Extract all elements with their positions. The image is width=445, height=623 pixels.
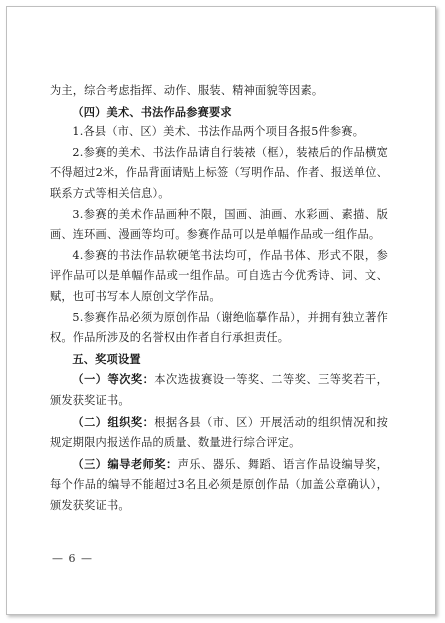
award-director-label: （三）编导老师奖：	[72, 456, 178, 471]
paragraph-art-item-1: 1.各县（市、区）美术、书法作品两个项目各报5件参赛。	[72, 125, 365, 139]
award-rank-label: （一）等次奖：	[72, 372, 155, 387]
paragraph-award-rank	[50, 369, 388, 411]
award-rank-text: 本次选拔赛设一等奖、二等奖、三等奖若干，颁发获奖证书。	[50, 373, 388, 407]
award-director-text: 声乐、器乐、舞蹈、语言作品设编导奖，每个作品的编导不能超过3名且必须是原创作品（加盖公章确认），颁发获奖证书。	[50, 457, 388, 512]
section-heading-art-calligraphy: （四）美术、书法作品参赛要求	[72, 104, 232, 119]
paragraph-art-item-5: 5.参赛作品必须为原创作品（谢绝临摹作品），并拥有独立著作权。作品所涉及的名誉权由作者自行承担责任。	[50, 310, 388, 345]
paragraph-intro-tail: 为主，综合考虑指挥、动作、服装、精神面貌等因素。	[50, 84, 324, 97]
paragraph-award-director	[50, 454, 388, 517]
paragraph-art-item-3: 3.参赛的美术作品画种不限，国画、油画、水彩画、素描、版画、连环画、漫画等均可。参赛作品可以是单幅作品或一组作品。	[50, 207, 388, 242]
paragraph-award-organization	[50, 412, 388, 454]
page-number: — 6 —	[52, 552, 93, 565]
award-organization-text: 根据各县（市、区）开展活动的组织情况和按规定期限内报送作品的质量、数量进行综合评定。	[50, 415, 388, 450]
award-organization-label: （二）组织奖：	[72, 414, 155, 429]
section-heading-awards: 五、奖项设置	[72, 351, 141, 366]
paragraph-art-item-2: 2.参赛的美术、书法作品请自行装裱（框），装裱后的作品横宽不得超过2米，作品背面请贴上标签（写明作品、作者、报送单位、联系方式等相关信息）。	[50, 145, 388, 200]
paragraph-art-item-4: 4.参赛的书法作品软硬笔书法均可，作品书体、形式不限，参评作品可以是单幅作品或一组作品。可自选古今优秀诗、词、文、赋，也可书写本人原创文学作品。	[50, 248, 388, 303]
document-body	[50, 81, 388, 516]
